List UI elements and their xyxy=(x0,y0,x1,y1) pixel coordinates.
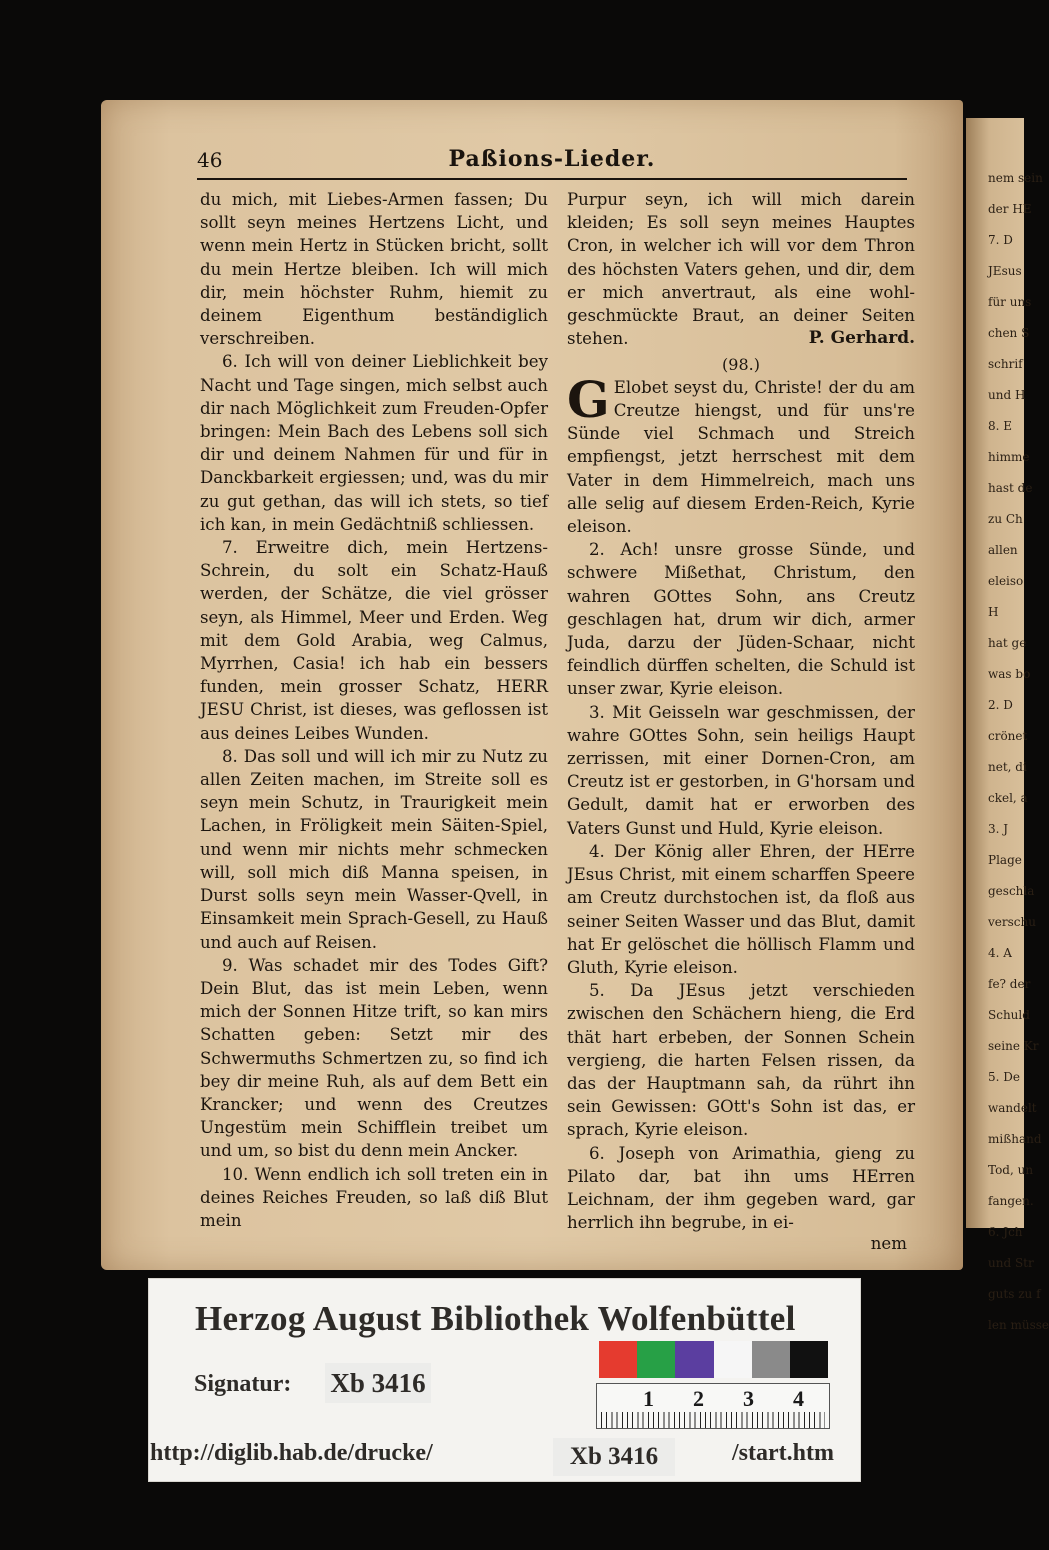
adjacent-text-fragment: und Str xyxy=(988,1256,1034,1270)
color-calibration-strip xyxy=(599,1341,828,1378)
adjacent-text-fragment: verschu xyxy=(988,915,1036,929)
color-swatch xyxy=(675,1341,713,1378)
stanza: 5. Da JEsus jetzt verschieden zwischen den Schächern hieng, die Erd thät hart erbeben, der Sonnen Schein vergieng, die harten Felsen rissen, da das der Hauptmann sah, da rührt ihn sein Gewissen: GOtt's Sohn ist das, er sprach, Kyrie eleison. xyxy=(567,981,915,1140)
stanza: 4. Der König aller Ehren, der HErre JEsus Christ, mit einem scharffen Speere am Creutz durchstochen ist, da floß aus seiner Seiten Wasser und das Blut, damit hat Er gelöschet die höllisch Flamm und Gluth, Kyrie eleison. xyxy=(567,841,915,977)
stanza-continuation: Purpur seyn, ich will mich darein kleiden; Es soll seyn meines Hauptes Cron, in welcher ich will vor dem Thron des höchsten Vaters gehen, und dir, dem er mich anvertraut, als eine wohl-geschmückte Braut, an deiner Seiten stehen. xyxy=(567,190,915,349)
adjacent-text-fragment: zu Ch xyxy=(988,512,1023,526)
adjacent-text-fragment: hast de xyxy=(988,481,1033,495)
hymn-number: (98.) xyxy=(722,354,760,374)
adjacent-text-fragment: 7. D xyxy=(988,233,1013,247)
color-swatch xyxy=(637,1341,675,1378)
adjacent-text-fragment: len müsse xyxy=(988,1318,1049,1332)
adjacent-text-fragment: allen xyxy=(988,543,1018,557)
drop-cap: G xyxy=(567,369,610,429)
right-column xyxy=(567,188,915,1254)
library-name: Herzog August Bibliothek Wolfenbüttel xyxy=(195,1299,796,1338)
stanza-first-text: Elobet seyst du, Christe! der du am Creutze hiengst, und für uns're Sünde viel Schmach und Streich empfiengst, jetzt herrschest mit dem Vater in dem Himmelreich, mach uns alle selig auf diesem Erden-Reich, Kyrie eleison. xyxy=(567,377,915,537)
adjacent-text-fragment: 2. D xyxy=(988,698,1013,712)
stanza-continuation: du mich, mit Liebes-Armen fassen; Du sollt seyn meines Hertzens Licht, und wenn mein Hertz in Stücken bricht, sollt du mein Hertze bleiben. Ich will mich dir, mein höchster Ruhm, hiemit zu deinem Eigenthum beständiglich verschreiben. xyxy=(200,190,548,349)
signatur-value: Xb 3416 xyxy=(325,1363,431,1403)
adjacent-text-fragment: schrif xyxy=(988,357,1023,371)
adjacent-text-fragment: Plage xyxy=(988,853,1022,867)
adjacent-text-fragment: chen S xyxy=(988,326,1030,340)
signatur-label: Signatur: xyxy=(194,1371,292,1397)
adjacent-text-fragment: 5. De xyxy=(988,1070,1020,1084)
adjacent-text-fragment: fe? der xyxy=(988,977,1031,991)
adjacent-text-fragment: 3. J xyxy=(988,822,1009,836)
url-suffix[interactable]: /start.htm xyxy=(732,1440,834,1466)
adjacent-text-fragment: geschla xyxy=(988,884,1035,898)
scale-number: 3 xyxy=(743,1386,754,1411)
color-swatch xyxy=(599,1341,637,1378)
scale-number: 1 xyxy=(643,1386,654,1411)
adjacent-text-fragment: Schuld xyxy=(988,1008,1030,1022)
adjacent-text-fragment: wandelt xyxy=(988,1101,1037,1115)
stanza: 3. Mit Geisseln war geschmissen, der wahre GOttes Sohn, sein heiligs Haupt zerrissen, mit einer Dornen-Cron, am Creutz ist er gestorben, in G'horsam und Gedult, damit hat er erworben des Vaters Gunst und Huld, Kyrie eleison. xyxy=(567,702,915,838)
adjacent-text-fragment: guts zu f xyxy=(988,1287,1041,1301)
url-signatur[interactable]: Xb 3416 xyxy=(553,1438,675,1476)
color-swatch xyxy=(790,1341,828,1378)
stanza: 6. Joseph von Arimathia, gieng zu Pilato dar, bat ihn ums HErren Leichnam, der ihm gegeben ward, gar herrlich ihn begrube, in ei- xyxy=(567,1143,915,1233)
adjacent-text-fragment: was bo xyxy=(988,667,1031,681)
stanza: 2. Ach! unsre grosse Sünde, und schwere Mißethat, Christum, den wahren GOttes Sohn, ans Creutz geschlagen hat, drum wir dich, armer Juda, darzu der Jüden-Schaar, nicht feindlich dürffen schelten, die Schuld ist unser zwar, Kyrie eleison. xyxy=(567,540,915,699)
page-header xyxy=(197,144,907,180)
scale-ticks xyxy=(601,1412,825,1428)
stanza: 9. Was schadet mir des Todes Gift? Dein Blut, das ist mein Leben, wenn mich der Sonnen Hitze trift, so kan mirs Schatten geben: Setzt mir des Schwermuths Schmertzen zu, so find ich bey dir meine Ruh, als auf dem Bett ein Krancker; und wenn des Creutzes Ungestüm mein Schifflein treibet um und um, so bist du denn mein Ancker. xyxy=(200,955,548,1161)
url-prefix[interactable]: http://diglib.hab.de/drucke/ xyxy=(150,1440,433,1466)
adjacent-text-fragment: crönet xyxy=(988,729,1028,743)
color-swatch xyxy=(714,1341,752,1378)
left-column xyxy=(200,188,548,1232)
stanza: 8. Das soll und will ich mir zu Nutz zu allen Zeiten machen, im Streite soll es seyn mein Schutz, in Traurigkeit mein Lachen, in Fröligkeit mein Säiten-Spiel, und wenn mir nichts mehr schmecken will, soll mich diß Manna speisen, in Durst solls seyn mein Wasser-Qvell, in Einsamkeit mein Sprach-Gesell, zu Hauß und auch auf Reisen. xyxy=(200,746,548,952)
running-head: Paßions-Lieder. xyxy=(448,146,656,172)
adjacent-text-fragment: für uns xyxy=(988,295,1032,309)
scale-number: 4 xyxy=(793,1386,804,1411)
scale-number: 2 xyxy=(693,1386,704,1411)
stanza: 7. Erweitre dich, mein Hertzens-Schrein, du solt ein Schatz-Hauß werden, der Schätze, die viel grösser seyn, als Himmel, Meer und Erden. Weg mit dem Gold Arabia, weg Calmus, Myrrhen, Casia! ich hab ein bessers funden, mein grosser Schatz, HERR JESU Christ, ist dieses, was geflossen ist aus deines Leibes Wunden. xyxy=(200,538,548,743)
page-number: 46 xyxy=(197,148,223,172)
adjacent-text-fragment: Tod, un xyxy=(988,1163,1034,1177)
adjacent-text-fragment: net, di xyxy=(988,760,1027,774)
adjacent-text-fragment: JEsus xyxy=(988,264,1022,278)
adjacent-text-fragment: und H xyxy=(988,388,1026,402)
adjacent-text-fragment: fangen. xyxy=(988,1194,1034,1208)
adjacent-text-fragment: eleiso xyxy=(988,574,1024,588)
adjacent-text-fragment: hat ge xyxy=(988,636,1027,650)
adjacent-text-fragment: 4. A xyxy=(988,946,1012,960)
adjacent-text-fragment: 8. E xyxy=(988,419,1013,433)
adjacent-text-fragment: H xyxy=(988,605,999,619)
author-signature: P. Gerhard. xyxy=(808,328,915,349)
stanza-first xyxy=(567,369,915,538)
adjacent-page-edge xyxy=(966,118,1049,1332)
catchword: nem xyxy=(870,1234,907,1254)
stanza: 6. Ich will von deiner Lieblichkeit bey Nacht und Tage singen, mich selbst auch dir nach Möglichkeit zum Freuden-Opfer bringen: Mein Bach des Lebens soll sich dir und deinem Nahmen für und für in Danckbarkeit ergiessen; und, was du mir zu gut gethan, das will ich stets, so tief ich kan, in mein Gedächtniß schliessen. xyxy=(200,352,548,534)
adjacent-text-fragment: ckel, a xyxy=(988,791,1028,805)
measurement-scale xyxy=(596,1383,830,1429)
book-page xyxy=(101,100,963,1270)
color-swatch xyxy=(752,1341,790,1378)
adjacent-text-fragment: mißhand xyxy=(988,1132,1042,1146)
adjacent-text-fragment: seine Kr xyxy=(988,1039,1039,1053)
adjacent-text-fragment: 6. Jch xyxy=(988,1225,1023,1239)
adjacent-text-fragment: himme xyxy=(988,450,1030,464)
adjacent-page-text xyxy=(966,170,1049,1334)
stanza: 10. Wenn endlich ich soll treten ein in deines Reiches Freuden, so laß diß Blut mein xyxy=(200,1164,548,1230)
adjacent-text-fragment: der HE xyxy=(988,202,1032,216)
adjacent-text-fragment: nem sein xyxy=(988,171,1043,185)
